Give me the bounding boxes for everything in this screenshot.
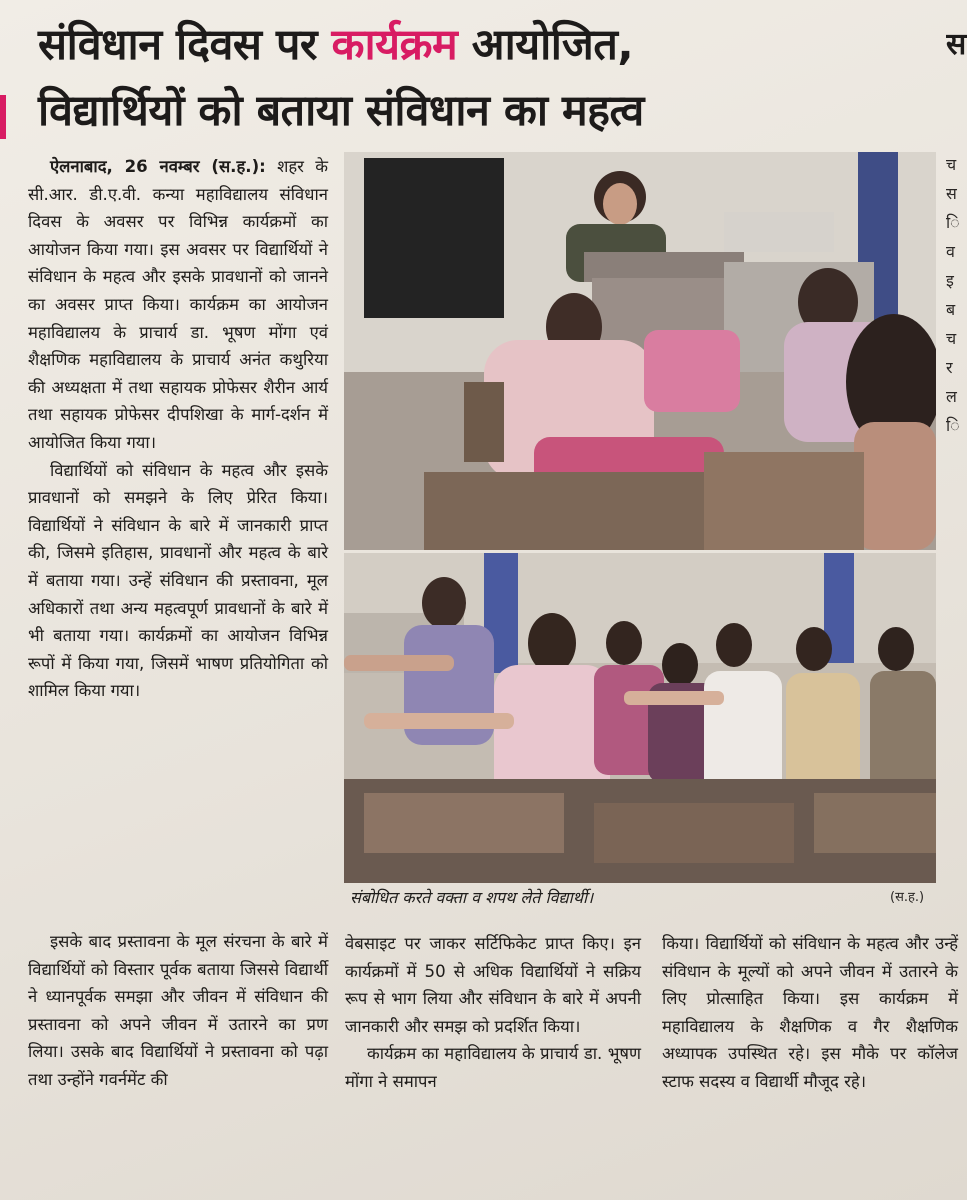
headline-accent-word: कार्यक्रम: [331, 20, 458, 70]
article-paragraph-3: इसके बाद प्रस्तावना के मूल संरचना के बारे में विद्यार्थियों को विस्तार पूर्वक बताया जिससे विद्यार्थी ने ध्यानपूर्वक समझा और जीवन में संविधान की प्रस्तावना को अपने जीवन में उतारने का प्रण लिया। उसके बाद विद्यार्थियों ने प्रस्तावना को पढ़ा तथा उन्होंने गवर्नमेंट की: [28, 932, 328, 1089]
article-paragraph-2: विद्यार्थियों को संविधान के महत्व और इसके प्रावधानों को समझने के लिए प्रेरित किया। विद्यार्थियों ने संविधान के बारे में जानकारी प्राप्त की, जिसमे इतिहास, प्रावधानों और महत्व के बारे में बताया गया। उन्हें संविधान की प्रस्तावना, मूल अधिकारों तथा अन्य महत्वपूर्ण प्रावधानों के बारे में भी बताया गया। कार्यक्रमों का आयोजन विभिन्न रूपों में किया गया, जिसमें भाषण प्रतियोगिता को शामिल किया गया।: [28, 460, 328, 701]
photo-credit: (स.ह.): [890, 890, 925, 905]
photo-students-pledge: [344, 553, 936, 883]
adjacent-column-color-mark: [0, 95, 6, 139]
adjacent-column-fragment: [946, 150, 967, 450]
article-column-4: [662, 930, 958, 1096]
article-column-1: [28, 153, 328, 705]
photo-speaker-classroom: [344, 152, 936, 550]
headline-line-1-start: संविधान दिवस पर: [38, 20, 332, 70]
headline-line-2: विद्यार्थियों को बताया संविधान का महत्व: [38, 86, 644, 136]
article-column-3: [345, 930, 641, 1096]
photo-speaker-illustration: [344, 152, 936, 550]
article-paragraph-1: शहर के सी.आर. डी.ए.वी. कन्या महाविद्यालय संविधान दिवस के अवसर पर विभिन्न कार्यक्रमों का आयोजन किया गया। इस अवसर पर विद्यार्थियों ने संविधान के महत्व और इसके प्रावधानों को जानने का अवसर प्राप्त किया। कार्यक्रम का आयोजन महाविद्यालय के प्राचार्य डा. भूषण मोंगा एवं शैक्षणिक महाविद्यालय के प्राचार्य अनंत कथुरिया की अध्यक्षता में तथा सहायक प्रोफेसर शैरीन आर्य तथा सहायक प्रोफेसर दीपशिखा के मार्ग-दर्शन में आयोजित किया गया।: [28, 157, 328, 452]
headline-line-1-end: आयोजित,: [457, 20, 634, 70]
adjacent-column-text: च स ि व इ ब च र ल ि: [946, 155, 960, 435]
photo-caption: संबोधित करते वक्ता व शपथ लेते विद्यार्थी।: [350, 888, 594, 907]
adjacent-headline-fragment: स: [946, 27, 967, 62]
article-column-2: [28, 928, 328, 1094]
dateline: ऐलनाबाद, 26 नवम्बर (स.ह.):: [50, 157, 266, 176]
article-paragraph-4: वेबसाइट पर जाकर सर्टिफिकेट प्राप्त किए। इन कार्यक्रमों में 50 से अधिक विद्यार्थियों ने सक्रिय रूप से भाग लिया और संविधान के बारे में अपनी जानकारी और समझ को प्रदर्शित किया।: [345, 934, 641, 1036]
article-paragraph-5: कार्यक्रम का महाविद्यालय के प्राचार्य डा. भूषण मोंगा ने समापन: [345, 1044, 641, 1091]
photo-pledge-illustration: [344, 553, 936, 883]
headline-line-1: [38, 18, 918, 72]
article-paragraph-6: किया। विद्यार्थियों को संविधान के महत्व और उन्हें संविधान के मूल्यों को अपने जीवन में उतारने के लिए प्रोत्साहित किया। इस कार्यक्रम में महाविद्यालय के शैक्षणिक व गैर शैक्षणिक अध्यापक उपस्थित रहे। इस मौके पर कॉलेज स्टाफ सदस्य व विद्यार्थी मौजूद रहे।: [662, 934, 958, 1091]
